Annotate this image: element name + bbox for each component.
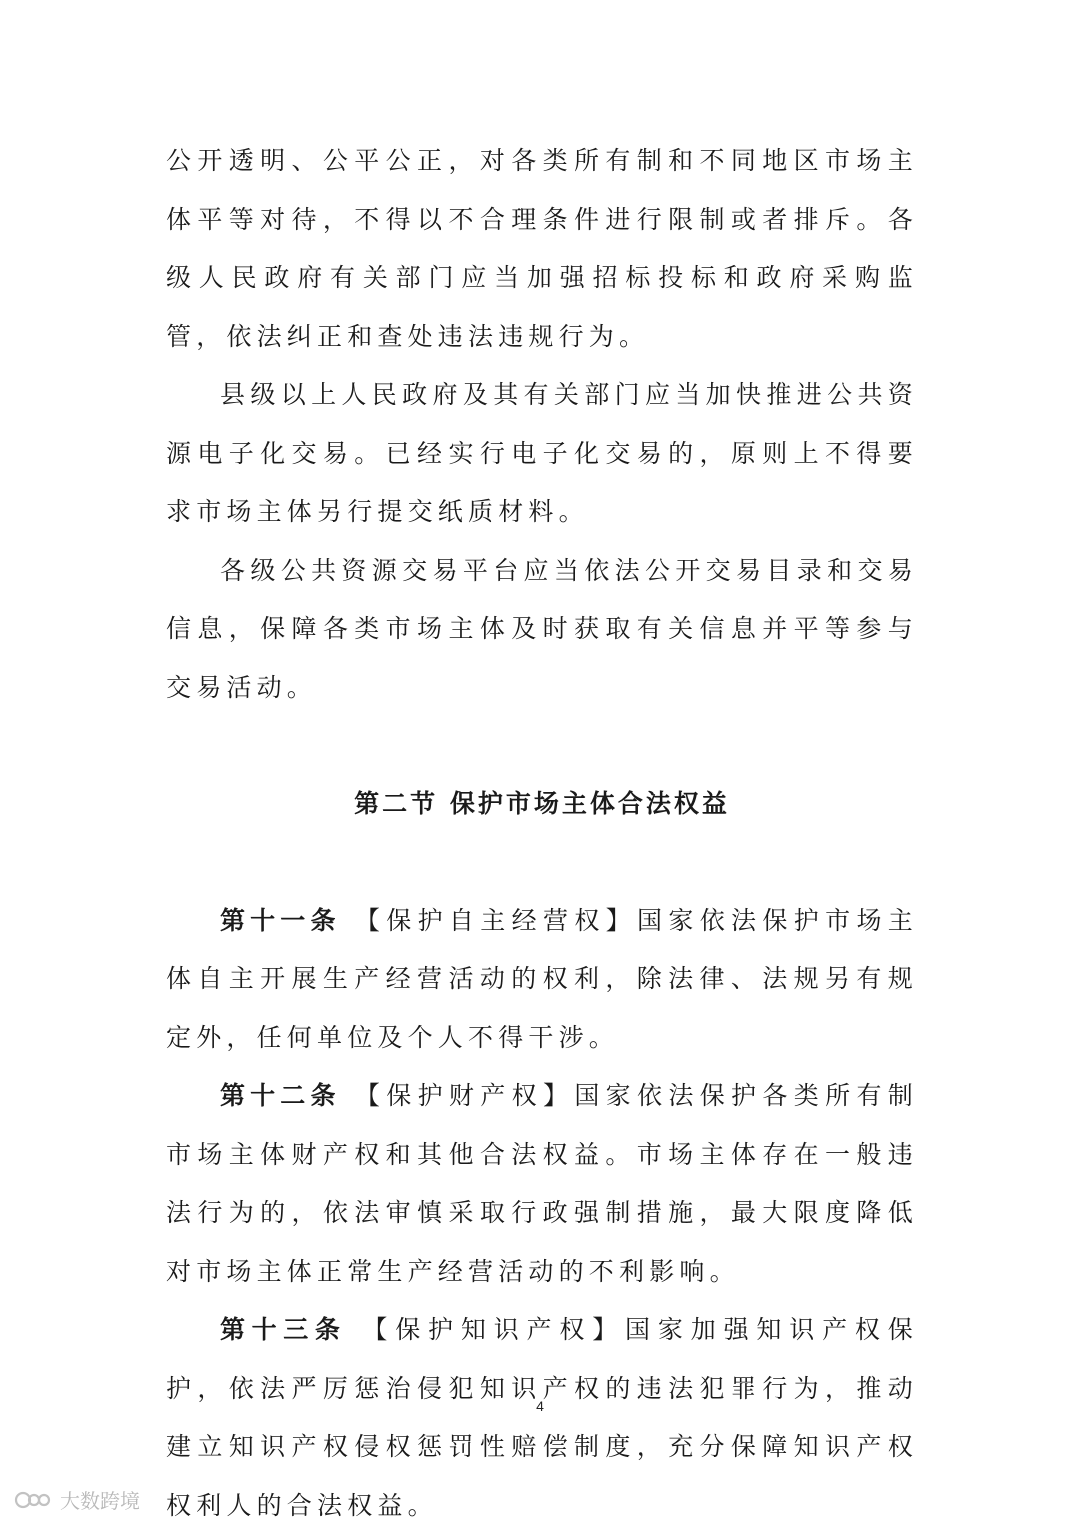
article-text: 【保护自主经营权】国家依法保护市场主体自主开展生产经营活动的权利，除法律、法规另有规定外，任何单位及个人不得干涉。 xyxy=(166,905,918,1052)
watermark xyxy=(14,1485,140,1514)
section-title: 第二节 保护市场主体合法权益 xyxy=(354,789,730,818)
article-text: 【保护财产权】国家依法保护各类所有制市场主体财产权和其他合法权益。市场主体存在一般违法行为的，依法审慎采取行政强制措施，最大限度降低对市场主体正常生产经营活动的不利影响。 xyxy=(166,1081,918,1286)
watermark-text: 大数跨境 xyxy=(60,1489,140,1513)
article-number: 第十二条 xyxy=(220,1081,341,1110)
page-number: 4 xyxy=(536,1398,544,1414)
article-number: 第十三条 xyxy=(220,1315,347,1344)
article-13 xyxy=(166,1301,918,1535)
brand-logo-icon xyxy=(14,1487,54,1513)
article-12 xyxy=(166,1067,918,1301)
article-number: 第十一条 xyxy=(220,905,341,935)
paragraph-2: 县级以上人民政府及其有关部门应当加快推进公共资源电子化交易。已经实行电子化交易的，原则上不得要求市场主体另行提交纸质材料。 xyxy=(166,380,918,526)
paragraph-3: 各级公共资源交易平台应当依法公开交易目录和交易信息，保障各类市场主体及时获取有关信息并平等参与交易活动。 xyxy=(166,555,918,702)
article-11 xyxy=(166,892,918,1068)
paragraph-1: 公开透明、公平公正，对各类所有制和不同地区市场主体平等对待，不得以不合理条件进行限制或者排斥。各级人民政府有关部门应当加强招标投标和政府采购监管，依法纠正和查处违法违规行为。 xyxy=(166,146,918,351)
article-text: 【保护知识产权】国家加强知识产权保护，依法严厉惩治侵犯知识产权的违法犯罪行为，推动建立知识产权侵权惩罚性赔偿制度，充分保障知识产权权利人的合法权益。 xyxy=(166,1315,918,1520)
document-body xyxy=(166,132,918,1535)
